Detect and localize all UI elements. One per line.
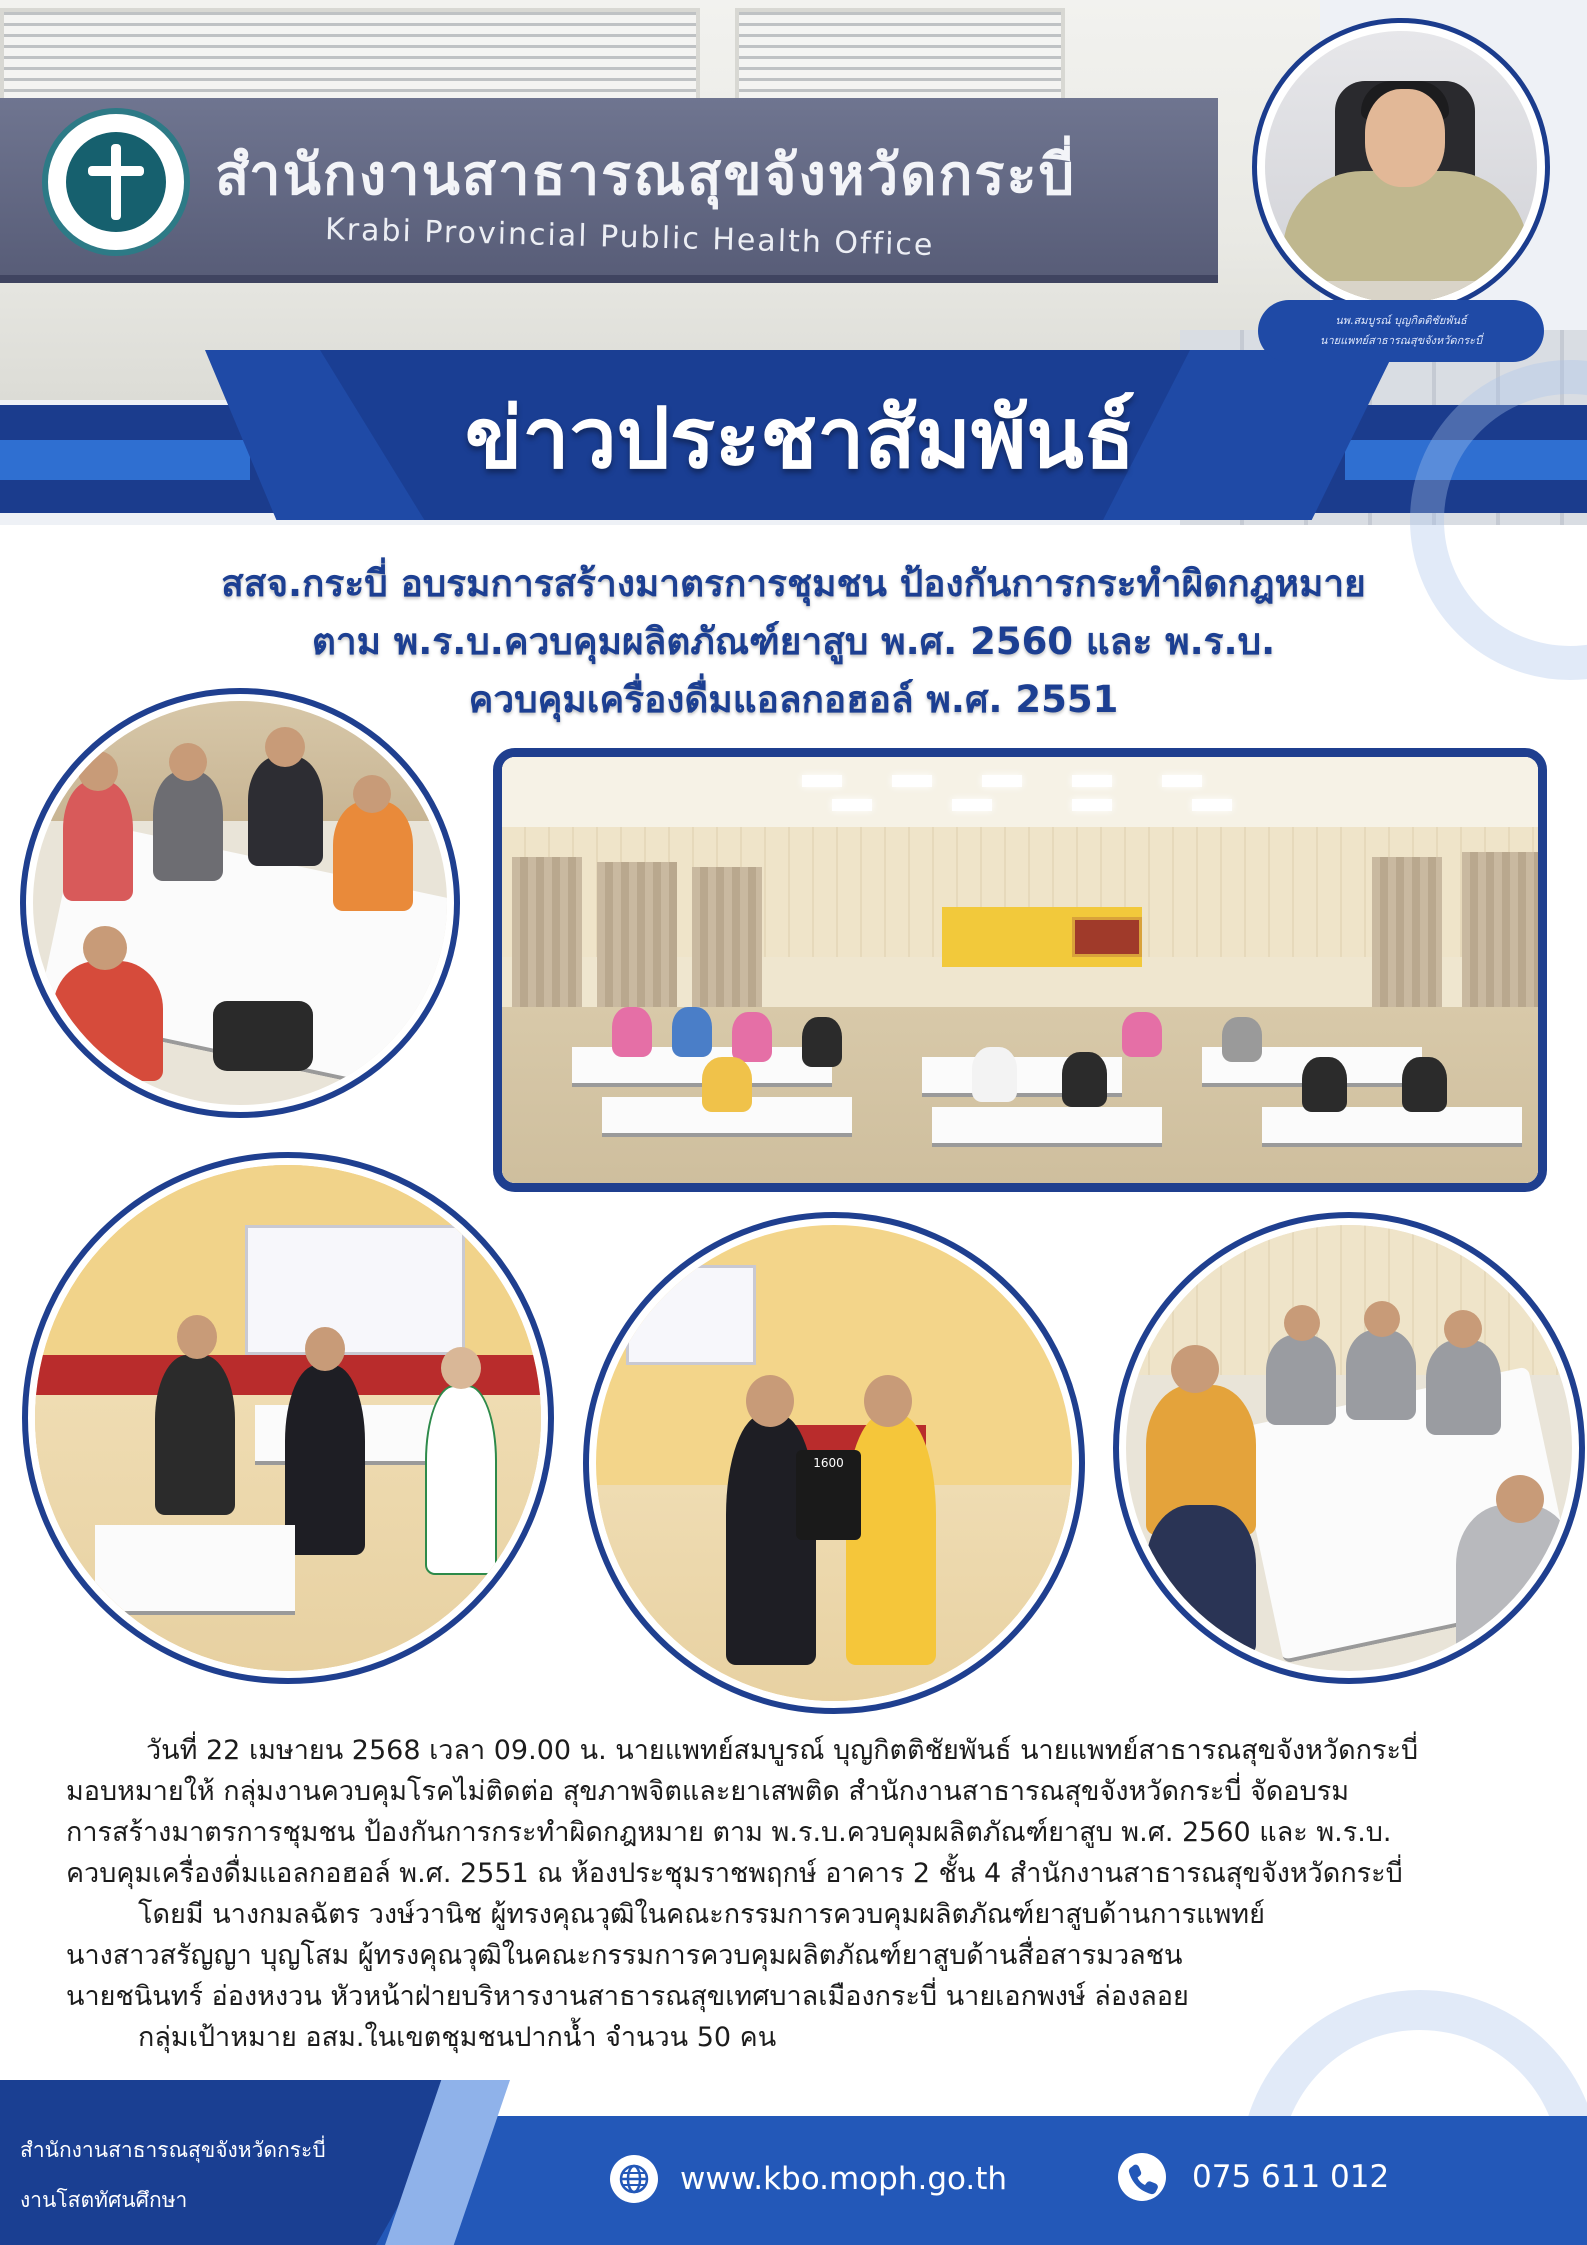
story-line: นางสาวสรัญญา บุญโสม ผู้ทรงคุณวุฒิในคณะกรรมการควบคุมผลิตภัณฑ์ยาสูบด้านสื่อสารมวลชน	[66, 1940, 1183, 1971]
director-portrait	[1252, 18, 1550, 316]
news-body	[66, 1730, 1536, 2058]
photo-gift-handover	[583, 1212, 1085, 1714]
headline-line-1: สสจ.กระบี่ อบรมการสร้างมาตรการชุมชน ป้องกันการกระทำผิดกฎหมาย	[221, 562, 1366, 605]
footer-website-link[interactable]: www.kbo.moph.go.th	[680, 2161, 1008, 2197]
footer-org-name: สำนักงานสาธารณสุขจังหวัดกระบี่	[20, 2138, 326, 2162]
ministry-seal-logo	[42, 108, 190, 256]
story-line: กลุ่มเป้าหมาย อสม.ในเขตชุมชนปากน้ำ จำนวน 50 คน	[138, 2022, 777, 2053]
page-title: ข่าวประชาสัมพันธ์	[464, 389, 1136, 487]
story-line: มอบหมายให้ กลุ่มงานควบคุมโรคไม่ติดต่อ สุขภาพจิตและยาเสพติด สำนักงานสาธารณสุขจังหวัดกระบี่ จัดอบรม	[66, 1776, 1350, 1807]
phone-icon	[1118, 2153, 1166, 2201]
photo-community-group	[1113, 1212, 1585, 1684]
footer-organization	[20, 2125, 326, 2225]
photo-speakers-presentation	[22, 1152, 554, 1684]
story-line: นายชนินทร์ อ่องหงวน หัวหน้าฝ่ายบริหารงานสาธารณสุขเทศบาลเมืองกระบี่ นายเอกพงษ์ ล่องลอย	[66, 1981, 1189, 2012]
headline-line-2: ตาม พ.ร.บ.ควบคุมผลิตภัณฑ์ยาสูบ พ.ศ. 2560 และ พ.ร.บ.	[311, 620, 1276, 663]
portrait-caption-title: นายแพทย์สาธารณสุขจังหวัดกระบี่	[1319, 334, 1483, 347]
portrait-caption	[1258, 300, 1544, 362]
story-line: การสร้างมาตรการชุมชน ป้องกันการกระทำผิดกฎหมาย ตาม พ.ร.บ.ควบคุมผลิตภัณฑ์ยาสูบ พ.ศ. 2560 และ พ.ร.บ.	[66, 1817, 1392, 1848]
globe-icon	[610, 2155, 658, 2203]
story-line: ควบคุมเครื่องดื่มแอลกอฮอล์ พ.ศ. 2551 ณ ห้องประชุมราชพฤกษ์ อาคาร 2 ชั้น 4 สำนักงานสาธารณสุขจังหวัดกระบี่	[66, 1858, 1403, 1889]
photo-meeting-room-wide	[493, 748, 1547, 1192]
portrait-caption-name: นพ.สมบูรณ์ บุญกิตติชัยพันธ์	[1335, 314, 1467, 327]
story-line: วันที่ 22 เมษายน 2568 เวลา 09.00 น. นายแพทย์สมบูรณ์ บุญกิตติชัยพันธ์ นายแพทย์สาธารณสุขจังหวัดกระบี่	[146, 1735, 1419, 1766]
signboard-english-text: Krabi Provincial Public Health Office	[324, 212, 935, 263]
signboard-thai-text: สำนักงานสาธารณสุขจังหวัดกระบี่	[215, 143, 1077, 208]
footer	[0, 2080, 1587, 2245]
story-line: โดยมี นางกมลฉัตร วงษ์วานิช ผู้ทรงคุณวุฒิในคณะกรรมการควบคุมผลิตภัณฑ์ยาสูบด้านการแพทย์	[138, 1899, 1265, 1930]
headline-line-3: ควบคุมเครื่องดื่มแอลกอฮอล์ พ.ศ. 2551	[468, 678, 1119, 721]
gift-bag-label: 1600	[796, 1450, 861, 1540]
photo-group-discussion	[20, 688, 460, 1118]
footer-phone-number[interactable]: 075 611 012	[1192, 2159, 1390, 2195]
footer-unit-name: งานโสตทัศนศึกษา	[20, 2188, 188, 2212]
